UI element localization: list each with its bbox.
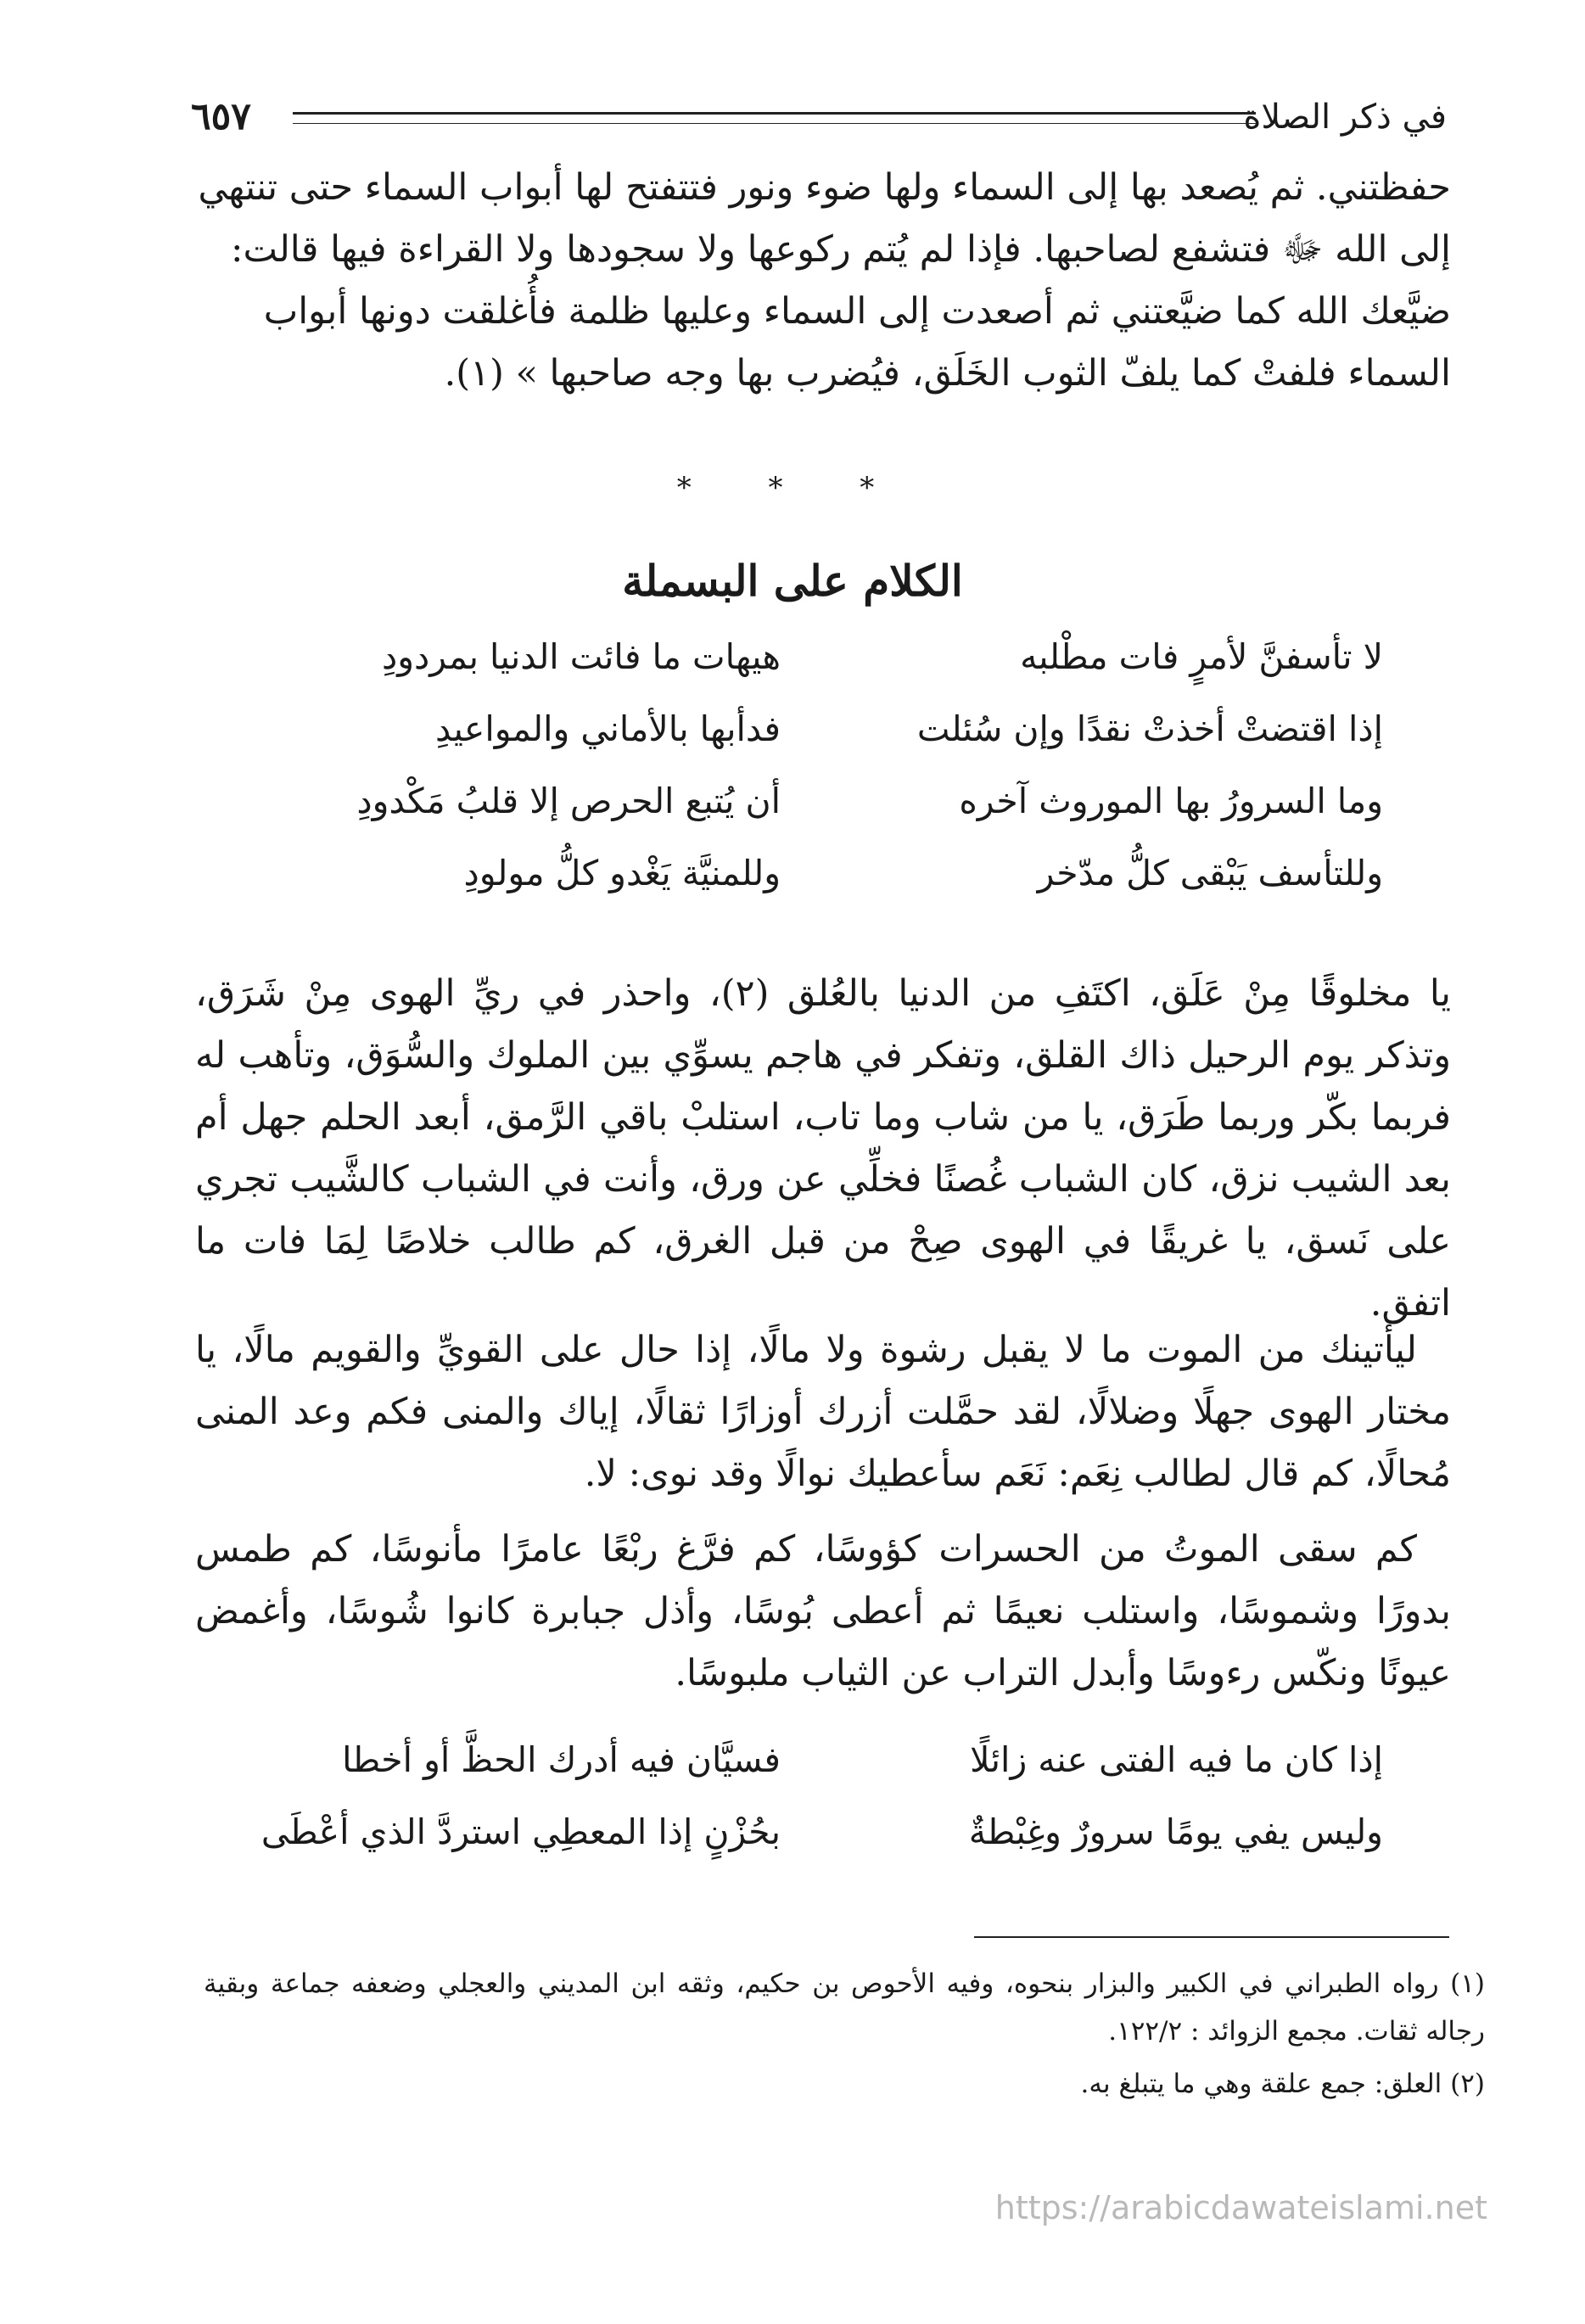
paragraph-2 xyxy=(195,963,1451,1335)
second-hemistich: فدأبها بالأماني والمواعيدِ xyxy=(434,708,781,749)
footnote: (١) رواه الطبراني في الكبير والبزار بنحوه، وفيه الأحوص بن حكيم، وثقه ابن المديني والعجلي وضعفه جماعة وبقية رجاله ثقات. مجمع الزوائد : ١٢٢/٢. xyxy=(204,1968,1485,2047)
text-line: السماء فلفتْ كما يلفّ الثوب الخَلَق، فيُضرب بها وجه صاحبها » (١). xyxy=(444,352,1451,395)
second-hemistich: بحُزْنٍ إذا المعطِي استردَّ الذي أعْطَى xyxy=(260,1812,781,1852)
paragraph-text: ليأتينك من الموت ما لا يقبل رشوة ولا مالًا، إذا حال على القويِّ والقويم مالًا، يا مختار الهوى جهلًا وضلالًا، لقد حمَّلت أزرك أوزارًا ثقالًا، إياك والمنى فكم وعد المنى مُحالًا، كم قال لطالب نِعَم: نَعَم سأعطيك نوالًا وقد نوى: لا. xyxy=(195,1329,1451,1495)
poem-block xyxy=(255,636,1383,925)
paragraph-text: كم سقى الموتُ من الحسرات كؤوسًا، كم فرَّغ ربْعًا عامرًا مأنوسًا، كم طمس بدورًا وشموسًا، واستلب نعيمًا ثم أعطى بُوسًا، وأذل جبابرة كانوا شُوسًا، وأغمض عيونًا ونكّس رءوسًا وأبدل التراب عن الثياب ملبوسًا. xyxy=(195,1528,1451,1694)
verse-line xyxy=(255,1812,1383,1884)
section-separator: * * * xyxy=(676,471,909,505)
intro-paragraph xyxy=(195,157,1451,405)
verse-line xyxy=(255,1739,1383,1812)
second-hemistich: وللمنيَّة يَغْدو كلُّ مولودِ xyxy=(463,853,781,893)
text-line: إلى الله ﷻ فتشفع لصاحبها. فإذا لم يُتم ركوعها ولا سجودها ولا القراءة فيها قالت: xyxy=(230,228,1451,271)
page-number: ٦٥٧ xyxy=(191,95,251,138)
paragraph-4 xyxy=(195,1519,1451,1705)
second-hemistich: هيهات ما فائت الدنيا بمردودِ xyxy=(381,636,781,677)
running-header xyxy=(191,93,1447,141)
watermark-url: https://arabicdawateislami.net xyxy=(994,2189,1487,2226)
section-title: الكلام على البسملة xyxy=(622,556,963,606)
footnote-rule xyxy=(974,1936,1449,1938)
poem-block-2 xyxy=(255,1739,1383,1884)
chapter-title: في ذكر الصلاة xyxy=(1243,98,1447,137)
first-hemistich: وما السرورُ بها الموروث آخره xyxy=(959,781,1383,821)
first-hemistich: لا تأسفنَّ لأمرٍ فات مطْلبه xyxy=(1020,636,1383,677)
header-rule xyxy=(293,112,1256,124)
verse-line xyxy=(255,708,1383,781)
text-line: ضيَّعك الله كما ضيَّعتني ثم أصعدت إلى السماء وعليها ظلمة فأُغلقت دونها أبواب xyxy=(263,290,1451,333)
paragraph-3 xyxy=(195,1319,1451,1505)
text-line: حفظتني. ثم يُصعد بها إلى السماء ولها ضوء ونور فتتفتح لها أبواب السماء حتى تنتهي xyxy=(198,166,1451,209)
footnote: (٢) العلق: جمع علقة وهي ما يتبلغ به. xyxy=(1080,2069,1485,2099)
paragraph-text: يا مخلوقًا مِنْ عَلَق، اكتَفِ من الدنيا بالعُلق (٢)، واحذر في ريِّ الهوى مِنْ شَرَق، وتذكر يوم الرحيل ذاك القلق، وتفكر في هاجم يسوِّي بين الملوك والسُّوَق، وتأهب له فربما بكّر وربما طَرَق، يا من شاب وما تاب، استلبْ باقي الرَّمق، أبعد الحلم جهل أم بعد الشيب نزق، كان الشباب غُصنًا فخلِّي عن ورق، وأنت في الشباب كالشَّيب تجري على نَسق، يا غريقًا في الهوى صِحْ من قبل الغرق، كم طالب خلاصًا لِمَا فات ما اتفق. xyxy=(195,972,1451,1324)
second-hemistich: فسيَّان فيه أدرك الحظَّ أو أخطا xyxy=(342,1739,781,1780)
verse-line xyxy=(255,781,1383,853)
second-hemistich: أن يُتبع الحرص إلا قلبُ مَكْدودِ xyxy=(356,781,781,821)
first-hemistich: إذا اقتضتْ أخذتْ نقدًا وإن سُئلت xyxy=(916,708,1383,749)
first-hemistich: وليس يفي يومًا سرورٌ وغِبْطةٌ xyxy=(968,1812,1383,1852)
first-hemistich: وللتأسف يَبْقى كلُّ مدّخر xyxy=(1037,853,1383,893)
verse-line xyxy=(255,853,1383,925)
footnotes xyxy=(204,1960,1485,2113)
first-hemistich: إذا كان ما فيه الفتى عنه زائلًا xyxy=(970,1739,1383,1780)
verse-line xyxy=(255,636,1383,708)
